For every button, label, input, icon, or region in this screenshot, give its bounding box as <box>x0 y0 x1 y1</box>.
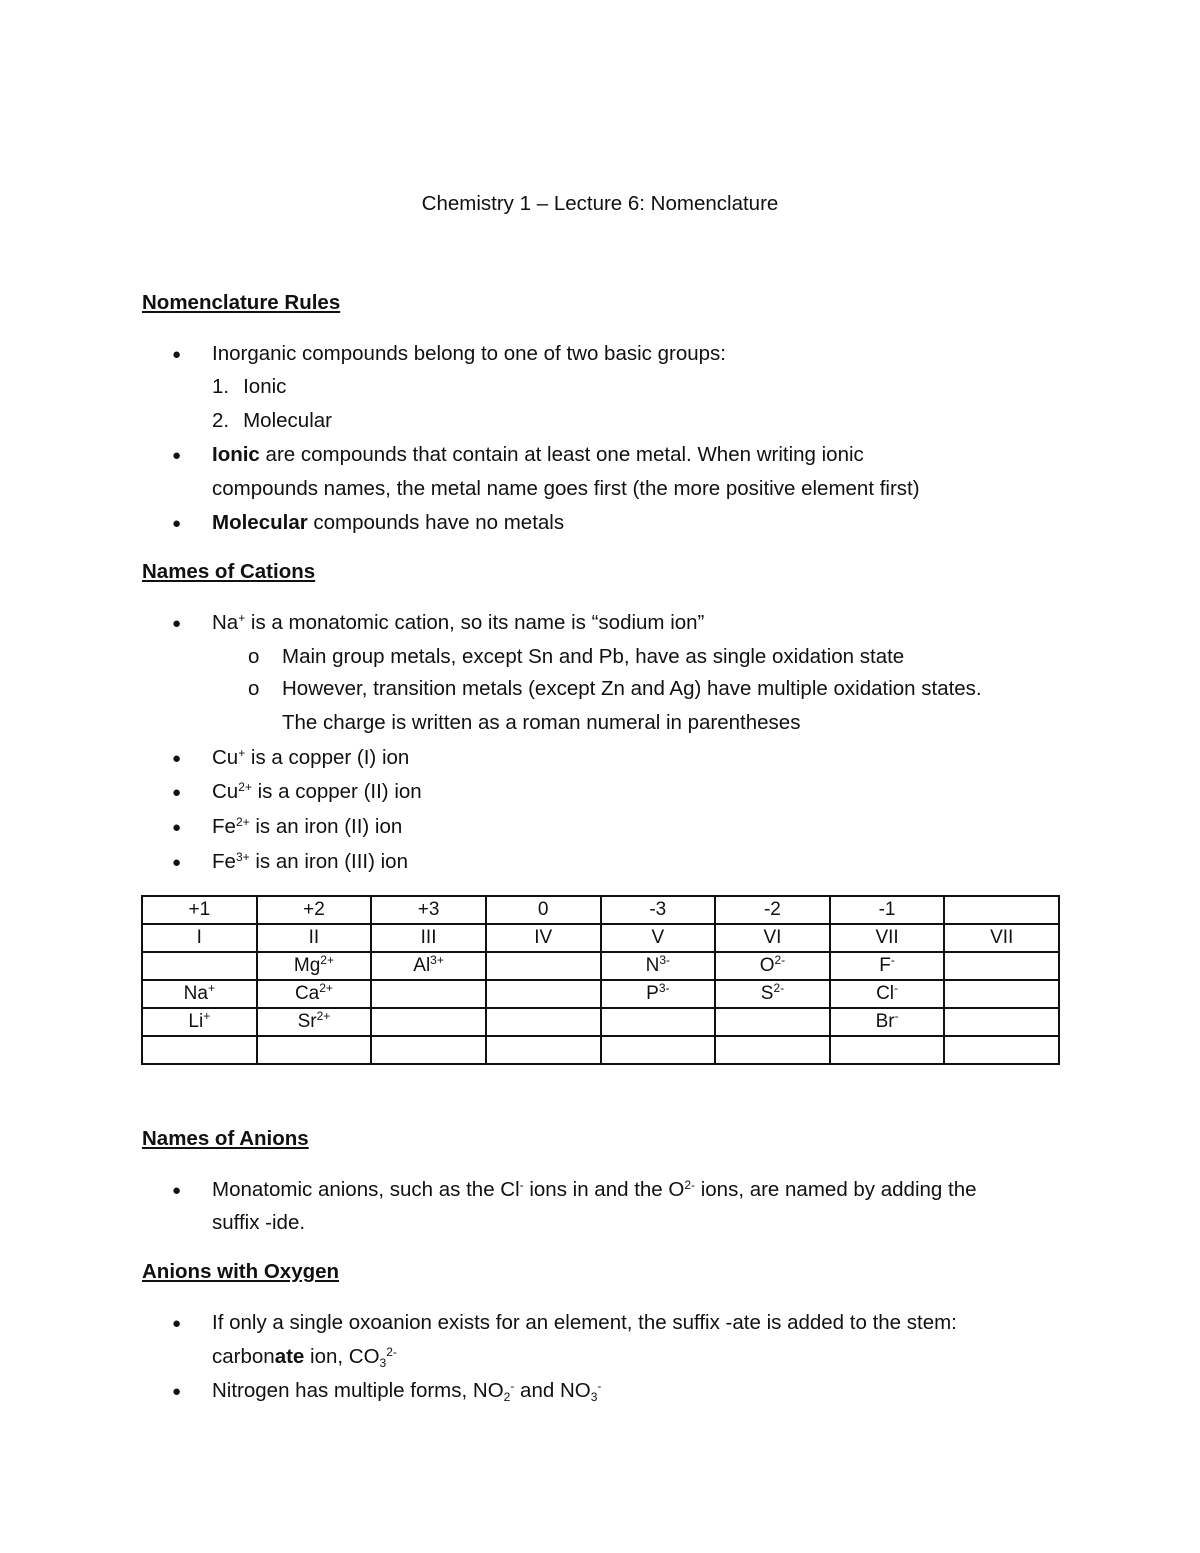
ion-symbol: Li <box>188 1011 204 1032</box>
rules-bullet-2: Ionic are compounds that contain at least one metal. When writing ionic <box>212 443 864 466</box>
table-cell <box>486 1036 601 1064</box>
bullet-icon: ● <box>172 784 182 801</box>
ion-charge: 3- <box>658 981 670 995</box>
bullet-icon: ● <box>172 854 182 871</box>
cations-sub-2: However, transition metals (except Zn and Ag) have multiple oxidation states. <box>282 677 982 700</box>
cations-bullet-1: Na+ is a monatomic cation, so its name is “sodium ion” <box>212 611 705 634</box>
table-cell: V <box>601 924 716 952</box>
table-cell <box>601 952 716 980</box>
table-row-groups <box>142 924 1059 952</box>
ion-charge: + <box>203 1009 211 1023</box>
ion-symbol: Al <box>413 955 431 976</box>
table-row <box>142 1008 1059 1036</box>
table-cell <box>830 980 945 1008</box>
rules-bullet-1: Inorganic compounds belong to one of two basic groups: <box>212 342 726 365</box>
cations-bullet-4: $Fe^{2+}$ is an iron (II) ion <box>212 815 403 838</box>
ion-charge: - <box>894 981 899 995</box>
table-cell <box>371 1008 486 1036</box>
ion-charge: 2- <box>774 953 786 967</box>
ion-charge: - <box>894 1009 899 1023</box>
section-heading-anions: Names of Anions <box>142 1127 309 1150</box>
table-row <box>142 980 1059 1008</box>
table-cell: IV <box>486 924 601 952</box>
rules-bullet-2-line2: compounds names, the metal name goes first (the more positive element first) <box>212 477 920 500</box>
ion-charge: 2+ <box>320 953 334 967</box>
ion-symbol: Na <box>183 983 208 1004</box>
oxygen-bullet-1-line2: carbonate ion, $CO_3^{2-}$ <box>212 1345 397 1370</box>
table-cell <box>601 1008 716 1036</box>
table-cell <box>601 980 716 1008</box>
table-cell: 0 <box>486 896 601 924</box>
table-cell <box>371 1036 486 1064</box>
cations-sub-1: Main group metals, except Sn and Pb, have as single oxidation state <box>282 645 905 668</box>
ion-charge: 2+ <box>319 981 333 995</box>
cations-sub-2-line2: The charge is written as a roman numeral in parentheses <box>282 711 801 734</box>
table-cell: +1 <box>142 896 257 924</box>
table-cell <box>944 980 1059 1008</box>
oxygen-bullet-1: If only a single oxoanion exists for an element, the suffix -ate is added to the stem: <box>212 1311 957 1334</box>
table-cell: II <box>257 924 372 952</box>
ion-charge: 3- <box>659 953 671 967</box>
table-cell <box>715 980 830 1008</box>
table-cell <box>944 1036 1059 1064</box>
table-cell <box>142 980 257 1008</box>
table-cell <box>715 952 830 980</box>
ion-symbol: N <box>645 955 660 976</box>
table-cell <box>944 896 1059 924</box>
table-cell <box>830 1036 945 1064</box>
ion-charge: 2- <box>773 981 785 995</box>
table-cell <box>715 1036 830 1064</box>
ion-symbol: Br <box>875 1011 895 1032</box>
table-cell <box>830 1008 945 1036</box>
table-cell: -2 <box>715 896 830 924</box>
bullet-icon: ● <box>172 346 182 363</box>
section-heading-rules: Nomenclature Rules <box>142 291 341 314</box>
table-cell <box>715 1008 830 1036</box>
ion-symbol: O <box>759 955 775 976</box>
page-title: Chemistry 1 – Lecture 6: Nomenclature <box>421 192 779 215</box>
bullet-icon: ● <box>172 750 182 767</box>
sub-bullet-marker: o <box>248 645 260 668</box>
ion-symbol: Sr <box>297 1011 317 1032</box>
ion-symbol: Ca <box>294 983 320 1004</box>
bullet-icon: ● <box>172 1383 182 1400</box>
ion-symbol: Mg <box>293 955 321 976</box>
table-cell <box>944 1008 1059 1036</box>
bullet-icon: ● <box>172 1182 182 1199</box>
section-heading-oxygen: Anions with Oxygen <box>142 1260 340 1283</box>
table-cell: +2 <box>257 896 372 924</box>
table-row <box>142 1036 1059 1064</box>
bullet-icon: ● <box>172 819 182 836</box>
numbered-item-1: 1. Ionic <box>212 375 287 398</box>
table-cell <box>486 980 601 1008</box>
bullet-icon: ● <box>172 447 182 464</box>
table-cell: VII <box>830 924 945 952</box>
rules-bullet-3: Molecular compounds have no metals <box>212 511 565 534</box>
table-cell: VII <box>944 924 1059 952</box>
sub-bullet-marker: o <box>248 677 260 700</box>
table-cell <box>486 952 601 980</box>
table-cell: III <box>371 924 486 952</box>
anions-bullet-1: Monatomic anions, such as the Cl- ions in and the $O^{2-}$ ions, are named by adding the <box>212 1178 977 1201</box>
ion-symbol: Cl <box>876 983 895 1004</box>
ion-symbol: F <box>879 955 891 976</box>
table-cell <box>257 952 372 980</box>
cations-bullet-3: $Cu^{2+}$ is a copper (II) ion <box>212 780 422 803</box>
table-cell: I <box>142 924 257 952</box>
table-cell <box>830 952 945 980</box>
bullet-icon: ● <box>172 615 182 632</box>
table-cell <box>944 952 1059 980</box>
table-cell <box>257 1036 372 1064</box>
ion-charge: - <box>890 953 895 967</box>
ion-charge: 3+ <box>430 953 444 967</box>
table-cell: +3 <box>371 896 486 924</box>
table-cell <box>257 1008 372 1036</box>
table-cell: -1 <box>830 896 945 924</box>
section-heading-cations: Names of Cations <box>142 560 316 583</box>
ion-symbol: S <box>760 983 774 1004</box>
cations-bullet-2: Cu+ is a copper (I) ion <box>212 746 410 769</box>
table-row <box>142 952 1059 980</box>
ion-charge: + <box>207 981 215 995</box>
table-cell: VI <box>715 924 830 952</box>
table-cell <box>142 952 257 980</box>
table-cell <box>601 1036 716 1064</box>
ion-symbol: P <box>646 983 659 1004</box>
bullet-icon: ● <box>172 515 182 532</box>
table-cell <box>257 980 372 1008</box>
bullet-icon: ● <box>172 1315 182 1332</box>
numbered-item-2: 2. Molecular <box>212 409 332 432</box>
ion-charge: 2+ <box>316 1009 331 1023</box>
oxygen-bullet-2: Nitrogen has multiple forms, $NO_2^-$ and $NO_3^-$ <box>212 1379 602 1404</box>
table-cell <box>371 980 486 1008</box>
table-cell <box>142 1036 257 1064</box>
table-cell <box>486 1008 601 1036</box>
ion-charge-table <box>141 895 1060 1065</box>
cations-bullet-5: $Fe^{3+}$ is an iron (III) ion <box>212 850 408 873</box>
table-cell <box>371 952 486 980</box>
table-row-charges <box>142 896 1059 924</box>
table-cell: -3 <box>601 896 716 924</box>
anions-bullet-1-line2: suffix -ide. <box>212 1211 306 1234</box>
table-cell <box>142 1008 257 1036</box>
